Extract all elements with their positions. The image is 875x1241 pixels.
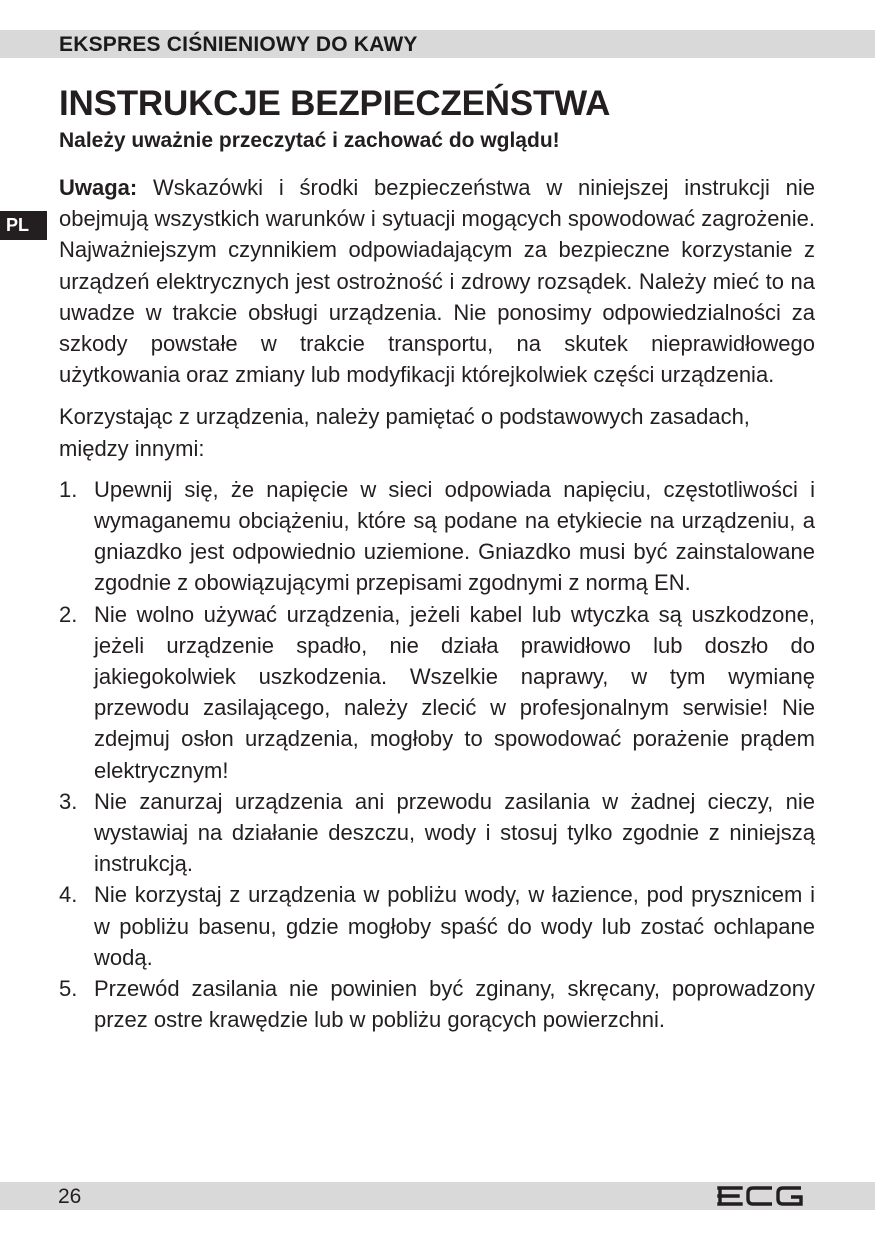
list-item-text: Przewód zasilania nie powinien być zginany, skręcany, poprowadzony przez ostre krawędzie lub w pobliżu gorących powierzchni. xyxy=(94,976,815,1033)
list-item-number: 1. xyxy=(59,476,78,502)
list-item-text: Nie korzystaj z urządzenia w pobliżu wody, w łazience, pod prysznicem i w pobliżu basenu, gdzie mogłoby spaść do wody lub zostać ochlapane wodą. xyxy=(94,882,815,970)
warning-text: Wskazówki i środki bezpieczeństwa w niniejszej instrukcji nie obejmują wszystkich warunków i sytuacji mogących spowodować zagrożenie. Najważniejszym czynnikiem odpowiadającym za bezpieczne korzystanie z urządzeń elektrycznych jest ostrożność i zdrowy rozsądek. Należy mieć to na uwadze w trakcie obsługi urządzenia. Nie ponosimy odpowiedzialności za szkody powstałe w trakcie transportu, na skutek nieprawidłowego użytkowania oraz zmiany lub modyfikacji którejkolwiek części urządzenia. xyxy=(59,175,815,388)
page-subtitle: Należy uważnie przeczytać i zachować do wglądu! xyxy=(59,129,560,152)
list-item xyxy=(59,599,815,786)
list-item-number: 4. xyxy=(59,882,78,908)
list-item-number: 5. xyxy=(59,976,78,1002)
page-number: 26 xyxy=(58,1185,82,1208)
list-item-text: Upewnij się, że napięcie w sieci odpowiada napięciu, częstotliwości i wymaganemu obciążeniu, które są podane na etykiecie na urządzeniu, a gniazdko jest odpowiednio uziemione. Gniazdko musi być zainstalowane zgodnie z obowiązującymi przepisami zgodnymi z normą EN. xyxy=(94,476,815,596)
page-title: INSTRUKCJE BEZPIECZEŃSTWA xyxy=(59,84,611,123)
list-item-text: Nie wolno używać urządzenia, jeżeli kabel lub wtyczka są uszkodzone, jeżeli urządzenie spadło, nie działa prawidłowo lub doszło do jakiegokolwiek uszkodzenia. Wszelkie naprawy, w tym wymianę przewodu zasilającego, należy zlecić w profesjonalnym serwisie! Nie zdejmuj osłon urządzenia, mogłoby to spowodować porażenie prądem elektrycznym! xyxy=(94,601,815,783)
warning-paragraph xyxy=(59,172,815,390)
list-item-number: 2. xyxy=(59,601,78,627)
list-item xyxy=(59,973,815,1035)
intro-paragraph: Korzystając z urządzenia, należy pamiętać o podstawowych zasadach, między innymi: xyxy=(59,404,750,461)
list-item xyxy=(59,879,815,973)
list-item xyxy=(59,474,815,599)
warning-label: Uwaga: xyxy=(59,175,138,200)
list-item xyxy=(59,786,815,880)
footer-bar xyxy=(0,1182,875,1210)
header-bar xyxy=(0,30,875,58)
header-title: EKSPRES CIŚNIENIOWY DO KAWY xyxy=(59,33,418,56)
safety-rules-list xyxy=(59,474,815,1036)
list-item-number: 3. xyxy=(59,788,78,814)
ecg-logo xyxy=(717,1185,803,1207)
list-item-text: Nie zanurzaj urządzenia ani przewodu zasilania w żadnej cieczy, nie wystawiaj na działanie deszczu, wody i stosuj tylko zgodnie z niniejszą instrukcją. xyxy=(94,788,815,877)
language-tab: PL xyxy=(0,211,47,240)
page-content xyxy=(59,84,815,1035)
